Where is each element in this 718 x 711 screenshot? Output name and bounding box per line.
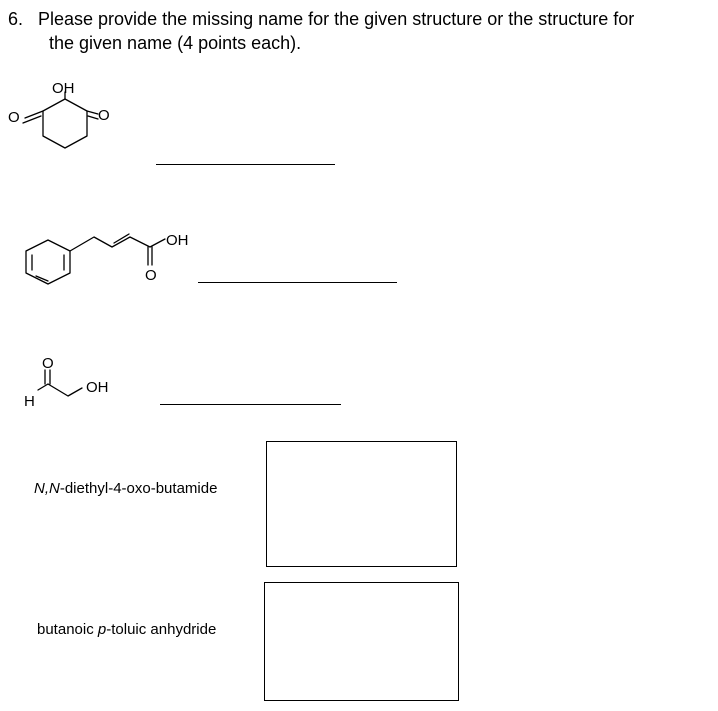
label-o-right: O [98,107,110,124]
label-o: O [145,267,157,284]
answer-line-2[interactable] [198,282,397,283]
c-h-bond [38,384,48,390]
question-text [8,7,713,55]
answer-line-3[interactable] [160,404,341,405]
structure-3-hydroxyacetaldehyde [15,350,125,410]
answer-box-2[interactable] [264,582,459,701]
label-oh: OH [86,379,109,396]
given-name-2-before: butanoic [37,621,98,638]
given-name-1 [34,480,217,497]
given-name-1-rest: -diethyl-4-oxo-butamide [59,480,218,497]
label-h: H [24,393,35,410]
cyclohexane-ring [43,99,87,148]
label-oh: OH [166,232,189,249]
given-name-2-after: -toluic anhydride [106,621,217,638]
structure-2-phenyl-acid [0,220,200,290]
right-carbonyl-bond-2 [88,116,98,119]
answer-line-1[interactable] [156,164,335,165]
answer-box-1[interactable] [266,441,457,567]
question-line-1 [8,7,713,31]
question-line-2: the given name (4 points each). [49,33,302,53]
given-name-2-italic: p [97,621,107,638]
label-oh: OH [52,80,75,97]
question-instruction: Please provide the missing name for the given structure or the structure for [38,9,635,29]
question-number: 6. [8,9,24,29]
given-name-1-italic-prefix: N,N [34,480,60,497]
carbon-chain [70,237,165,251]
right-carbonyl-bond-1 [87,111,98,114]
structure-1-cyclohexanedione [0,75,130,165]
label-o: O [42,355,54,372]
given-name-2 [37,621,216,638]
label-o-left: O [8,109,20,126]
carbon-chain [48,384,82,396]
